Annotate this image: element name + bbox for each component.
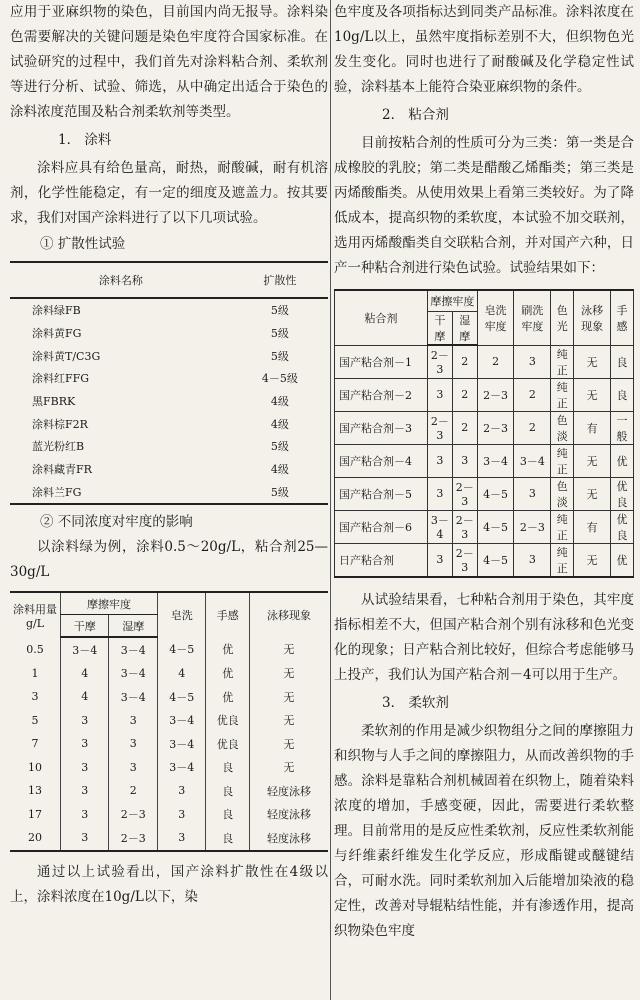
section-2-paragraph: 目前按粘合剂的性质可分为三类：第一类是合成橡胶的乳胶；第二类是醋酸乙烯酯类；第三类是丙烯酸酯类。从使用效果上看第三类较好。为了降低成本，提高织物的柔软度，本试验不加交联剂，选用丙烯酸酯类自交联粘合剂，并对国产六种，日产一种粘合剂进行染色试验。试验结果如下： xyxy=(334,135,634,276)
table-cell: 国产粘合剂－6 xyxy=(335,510,428,543)
table-cell: 4 xyxy=(157,662,205,686)
table-cell: 涂料绿FB xyxy=(32,304,81,318)
table-cell: 5 xyxy=(31,713,39,727)
table-cell: 5级 xyxy=(270,327,289,341)
table-row xyxy=(10,298,328,322)
intro-paragraph: 应用于亚麻织物的染色，目前国内尚无报导。涂料染色需要解决的关键问题是染色牢度符合国家标准。在试验研究的过程中，我们首先对涂料粘合剂、柔软剂等进行分析、试验、筛选，从中确定出适合于染色的涂料浓度范围及粘合剂柔软剂等类型。 xyxy=(10,4,328,120)
table-cell: 无 xyxy=(250,685,328,709)
table-cell: 黑FBRK xyxy=(32,395,76,409)
table-cell: 良 xyxy=(206,779,250,803)
table-cell: 3－4 xyxy=(157,709,205,733)
table-cell: 4－5 xyxy=(157,685,205,709)
subsection-2-paragraph: 以涂料绿为例，涂料0.5～20g/L，粘合剂25—30g/L xyxy=(10,539,328,581)
table-row xyxy=(335,345,634,378)
table-row xyxy=(10,344,328,367)
table-row xyxy=(10,779,328,803)
table-cell: 无 xyxy=(574,345,611,378)
table-cell: 无 xyxy=(574,444,611,477)
table-cell: 良 xyxy=(206,756,250,780)
subsection-1-heading: ① 扩散性试验 xyxy=(40,236,126,252)
section-1-heading: 1． 涂料 xyxy=(58,132,112,148)
subsection-2-heading: ② 不同浓度对牢度的影响 xyxy=(40,514,193,531)
header-shade: 色光 xyxy=(551,290,574,345)
table-row xyxy=(10,803,328,827)
table-cell: 良 xyxy=(611,345,634,378)
table-cell: 3 xyxy=(452,444,477,477)
binder-table xyxy=(334,289,634,578)
table-row xyxy=(10,458,328,481)
table-cell: 无 xyxy=(250,756,328,780)
table-row xyxy=(335,543,634,577)
header-rubbing-fastness: 摩擦牢度 xyxy=(428,290,478,312)
table-row xyxy=(10,826,328,851)
table-row xyxy=(10,367,328,390)
table-cell: 无 xyxy=(250,662,328,686)
table-cell: 有 xyxy=(574,411,611,444)
table-cell: 2 xyxy=(109,779,157,803)
table-cell: 优良 xyxy=(206,709,250,733)
table-cell: 3 xyxy=(61,826,109,851)
table-cell: 4级 xyxy=(270,463,289,477)
table-cell: 国产粘合剂－2 xyxy=(335,378,428,411)
table-cell: 3 xyxy=(61,803,109,827)
table-cell: 3 xyxy=(61,732,109,756)
table-cell: 3 xyxy=(428,378,453,411)
table-cell: 3 xyxy=(109,732,157,756)
table-cell: 0.5 xyxy=(26,642,44,656)
table-header-row xyxy=(10,262,328,298)
table-cell: 2 xyxy=(452,345,477,378)
table-cell: 3 xyxy=(514,345,551,378)
table-row xyxy=(10,481,328,505)
table-cell: 5级 xyxy=(270,304,289,318)
table-cell: 涂料黄FG xyxy=(32,327,82,341)
table-row xyxy=(335,378,634,411)
table-cell: 4 xyxy=(61,662,109,686)
table-row xyxy=(335,510,634,543)
table-cell: 涂料棕F2R xyxy=(32,417,88,431)
table-cell: 3 xyxy=(109,756,157,780)
table-row xyxy=(335,444,634,477)
section-1-paragraph: 涂料应具有给色量高，耐热，耐酸碱，耐有机溶剂，化学性能稳定，有一定的细度及遮盖力。按其要求，我们对国产涂料进行了以下几项试验。 xyxy=(10,160,328,226)
table-cell: 3 xyxy=(428,444,453,477)
table-cell: 色淡 xyxy=(551,411,574,444)
header-hand-feel: 手感 xyxy=(206,592,250,637)
table-cell: 无 xyxy=(574,543,611,577)
table-row xyxy=(10,390,328,413)
table-cell: 涂料红FFG xyxy=(32,372,90,386)
header-dry-rub: 干摩 xyxy=(61,615,109,638)
table-row xyxy=(10,709,328,733)
table-cell: 3 xyxy=(61,709,109,733)
table-cell: 一般 xyxy=(611,411,634,444)
table-cell: 20 xyxy=(10,826,61,851)
table-cell: 2－3 xyxy=(109,826,157,851)
table-cell: 3－4 xyxy=(428,510,453,543)
table-cell: 3 xyxy=(109,709,157,733)
table-cell: 涂料藏青FR xyxy=(32,463,92,477)
table-cell: 蓝光粉红B xyxy=(32,440,85,454)
table-cell: 3 xyxy=(61,756,109,780)
table-cell: 3－4 xyxy=(109,685,157,709)
table-cell: 5级 xyxy=(270,440,289,454)
table-cell: 有 xyxy=(574,510,611,543)
column-divider xyxy=(330,0,331,1000)
table-cell: 3－4 xyxy=(157,756,205,780)
table-header-row xyxy=(10,592,328,615)
table-row xyxy=(10,412,328,435)
table-cell: 2－3 xyxy=(428,411,453,444)
table-cell: 纯正 xyxy=(551,510,574,543)
table-cell: 纯正 xyxy=(551,378,574,411)
table-row xyxy=(10,322,328,345)
table-cell: 无 xyxy=(574,378,611,411)
section-3-paragraph: 柔软剂的作用是减少织物组分之间的摩擦阻力和织物与人手之间的摩擦阻力，从而改善织物的手感。涂料是靠粘合剂机械固着在织物上，随着染料浓度的增加，手感变硬，因此，需要进行柔软整理。目前常用的是反应性柔软剂，反应性柔软剂能与纤维素纤维发生化学反应，形成酯键或醚键结合，可耐水洗。同时柔软剂加入后能增加染液的稳定性，改善对导辊粘结性能，并有渗透作用，提高织物染色牢度 xyxy=(334,722,634,939)
header-migration: 泳移现象 xyxy=(250,592,328,637)
table-cell: 7 xyxy=(31,737,39,751)
table-cell: 3－4 xyxy=(109,662,157,686)
table-cell: 4 xyxy=(61,685,109,709)
table-cell: 3 xyxy=(157,803,205,827)
table-cell: 3 xyxy=(157,826,205,851)
table-cell: 2－3 xyxy=(452,543,477,577)
table-cell: 2 xyxy=(452,378,477,411)
table-row xyxy=(10,435,328,458)
section-3-heading: 3． 柔软剂 xyxy=(382,694,449,711)
header-migration: 泳移现象 xyxy=(574,290,611,345)
header-dry-rub: 干摩 xyxy=(428,312,453,346)
table-cell: 3 xyxy=(428,477,453,510)
table-cell: 国产粘合剂－5 xyxy=(335,477,428,510)
table-row xyxy=(10,637,328,662)
continued-paragraph: 色牢度及各项指标达到同类产品标准。涂料浓度在10g/L以上，虽然牢度指标差别不大，但织物色光发生变化。同时也进行了耐酸碱及化学稳定性试验，涂料基本上能符合染亚麻织物的条件。 xyxy=(334,4,634,95)
section-2-heading: 2． 粘合剂 xyxy=(382,107,449,123)
header-wash-fastness: 皂洗牢度 xyxy=(477,290,514,345)
table-row xyxy=(10,732,328,756)
table-cell: 4－5级 xyxy=(261,372,298,386)
table-header-row xyxy=(335,290,634,312)
table-row xyxy=(335,411,634,444)
table-cell: 17 xyxy=(28,807,42,821)
table-cell: 涂料兰FG xyxy=(10,481,232,505)
table-cell: 2－3 xyxy=(477,378,514,411)
concentration-table xyxy=(10,591,328,852)
table-cell: 日产粘合剂 xyxy=(335,543,428,577)
table-cell: 2 xyxy=(514,411,551,444)
table-cell: 优 xyxy=(206,662,250,686)
table-row xyxy=(335,477,634,510)
table-cell: 4级 xyxy=(270,417,289,431)
table-cell: 3 xyxy=(514,477,551,510)
table-cell: 3 xyxy=(514,543,551,577)
table-cell: 良 xyxy=(206,826,250,851)
table-cell: 2－3 xyxy=(428,345,453,378)
header-pigment-name: 涂料名称 xyxy=(10,262,232,298)
table-cell: 2 xyxy=(514,378,551,411)
table-cell: 3 xyxy=(157,779,205,803)
table-cell: 轻度泳移 xyxy=(250,779,328,803)
table-cell: 无 xyxy=(574,477,611,510)
table-cell: 纯正 xyxy=(551,444,574,477)
table-cell: 1 xyxy=(31,666,39,680)
header-concentration: 涂料用量g/L xyxy=(10,592,61,637)
table-cell: 轻度泳移 xyxy=(250,803,328,827)
table-cell: 2 xyxy=(452,411,477,444)
right-column xyxy=(334,0,634,944)
header-brush-fastness: 刷洗牢度 xyxy=(514,290,551,345)
table-cell: 2－3 xyxy=(452,477,477,510)
table-cell: 2－3 xyxy=(109,803,157,827)
table-cell: 4－5 xyxy=(157,637,205,662)
table-cell: 3－4 xyxy=(514,444,551,477)
table-cell: 3－4 xyxy=(157,732,205,756)
table-cell: 3－4 xyxy=(109,637,157,662)
table-cell: 优 xyxy=(206,685,250,709)
header-wet-rub: 湿摩 xyxy=(109,615,157,638)
table-cell: 2－3 xyxy=(477,411,514,444)
conclusion-paragraph: 通过以上试验看出，国产涂料扩散性在4级以上，涂料浓度在10g/L以下，染 xyxy=(10,863,328,905)
table-cell: 2－3 xyxy=(514,510,551,543)
table-cell: 涂料黄T/C3G xyxy=(32,349,101,363)
table-cell: 色淡 xyxy=(551,477,574,510)
table-cell: 良 xyxy=(611,378,634,411)
results-paragraph: 从试验结果看，七种粘合剂用于染色，其牢度指标相差不大，但国产粘合剂个别有泳移和色光变化的现象；日产粘合剂比较好，但综合考虑能够马上投产，我们认为国产粘合剂－4可以用于生产。 xyxy=(334,591,634,683)
header-binder: 粘合剂 xyxy=(335,290,428,345)
table-cell: 优良 xyxy=(611,510,634,543)
table-row xyxy=(10,662,328,686)
header-wet-rub: 湿摩 xyxy=(452,312,477,346)
table-cell: 优良 xyxy=(206,732,250,756)
table-cell: 3 xyxy=(31,690,39,704)
table-cell: 国产粘合剂－3 xyxy=(335,411,428,444)
table-cell: 无 xyxy=(250,637,328,662)
header-wash: 皂洗 xyxy=(157,592,205,637)
table-cell: 4－5 xyxy=(477,510,514,543)
diffusion-table xyxy=(10,261,328,505)
table-cell: 4－5 xyxy=(477,543,514,577)
table-cell: 纯正 xyxy=(551,543,574,577)
table-cell: 优良 xyxy=(611,477,634,510)
table-cell: 无 xyxy=(250,732,328,756)
table-cell: 3－4 xyxy=(61,637,109,662)
table-cell: 优 xyxy=(611,444,634,477)
header-rubbing-fastness: 摩擦牢度 xyxy=(61,592,158,615)
header-diffusion: 扩散性 xyxy=(232,262,328,298)
table-cell: 无 xyxy=(250,709,328,733)
header-hand-feel: 手感 xyxy=(611,290,634,345)
table-cell: 3 xyxy=(61,779,109,803)
table-row xyxy=(10,685,328,709)
table-cell: 国产粘合剂－1 xyxy=(335,345,428,378)
table-cell: 2－3 xyxy=(452,510,477,543)
table-cell: 2 xyxy=(477,345,514,378)
table-cell: 优 xyxy=(611,543,634,577)
table-cell: 5级 xyxy=(232,481,328,505)
table-cell: 纯正 xyxy=(551,345,574,378)
table-cell: 3－4 xyxy=(477,444,514,477)
table-cell: 5级 xyxy=(270,349,289,363)
table-cell: 良 xyxy=(206,803,250,827)
table-row xyxy=(10,756,328,780)
left-column xyxy=(10,0,328,910)
table-cell: 轻度泳移 xyxy=(250,826,328,851)
table-cell: 4－5 xyxy=(477,477,514,510)
table-cell: 国产粘合剂－4 xyxy=(335,444,428,477)
table-cell: 3 xyxy=(428,543,453,577)
table-cell: 优 xyxy=(206,637,250,662)
table-cell: 4级 xyxy=(270,395,289,409)
table-cell: 10 xyxy=(28,760,42,774)
table-cell: 13 xyxy=(28,784,42,798)
